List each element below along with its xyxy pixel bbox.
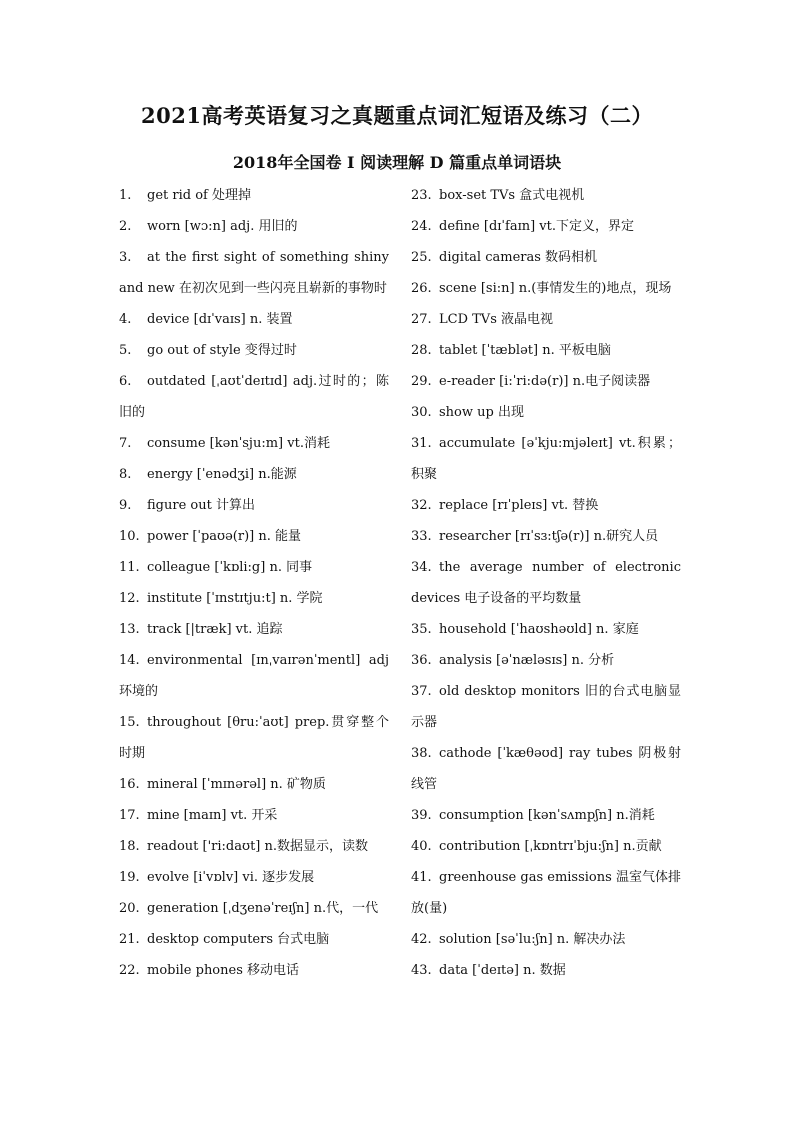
section-subtitle: 2018年全国卷 I 阅读理解 D 篇重点单词语块 xyxy=(232,153,562,172)
vocab-item-text: solution [səˈlu:ʃn] n. 解决办法 xyxy=(439,932,626,947)
vocab-item xyxy=(119,831,389,862)
vocab-item-text: digital cameras 数码相机 xyxy=(439,250,598,265)
vocab-item-number: 38. xyxy=(411,746,432,761)
vocab-item-text: the average number of electronic devices 电子设备的平均数量 xyxy=(411,560,681,606)
vocab-item-text: e-reader [i:ˈri:də(r)] n.电子阅读器 xyxy=(439,374,651,389)
vocab-item xyxy=(411,304,681,335)
vocab-item xyxy=(119,180,389,211)
vocab-item-text: contribution [ˌkɒntrɪˈbju:ʃn] n.贡献 xyxy=(439,839,662,854)
vocab-item-text: evolve [iˈvɒlv] vi. 逐步发展 xyxy=(147,870,315,885)
vocab-item-text: consumption [kənˈsʌmpʃn] n.消耗 xyxy=(439,808,655,823)
vocab-item-text: cathode [ˈkæθəʊd] ray tubes 阴极射线管 xyxy=(411,746,681,792)
vocab-item xyxy=(411,428,681,490)
vocab-item-number: 34. xyxy=(411,560,432,575)
vocab-item-number: 41. xyxy=(411,870,432,885)
vocab-item-text: show up 出现 xyxy=(439,405,524,420)
vocab-item xyxy=(411,862,681,924)
vocab-item xyxy=(119,583,389,614)
vocab-item xyxy=(411,955,681,986)
vocab-item-text: desktop computers 台式电脑 xyxy=(147,932,330,947)
vocab-item xyxy=(119,893,389,924)
vocab-item xyxy=(411,552,681,614)
vocab-column-right xyxy=(411,180,681,986)
vocab-item xyxy=(119,955,389,986)
vocab-item xyxy=(119,645,389,707)
vocab-item xyxy=(411,521,681,552)
vocab-item-number: 42. xyxy=(411,932,432,947)
vocab-item-number: 20. xyxy=(119,901,140,916)
vocab-item-text: accumulate [əˈkju:mjəleɪt] vt.积累；积聚 xyxy=(411,436,681,482)
vocab-item-text: power [ˈpaʊə(r)] n. 能量 xyxy=(147,529,301,544)
vocab-item-text: LCD TVs 液晶电视 xyxy=(439,312,553,327)
vocab-item-number: 22. xyxy=(119,963,140,978)
document-title: 2021高考英语复习之真题重点词汇短语及练习（二） xyxy=(141,103,653,128)
vocab-item-text: worn [wɔ:n] adj. 用旧的 xyxy=(147,219,298,234)
vocab-item xyxy=(411,645,681,676)
vocab-item-text: energy [ˈenədʒi] n.能源 xyxy=(147,467,297,482)
vocab-item-number: 27. xyxy=(411,312,432,327)
vocab-item-number: 25. xyxy=(411,250,432,265)
vocab-item-text: researcher [rɪˈsɜ:tʃə(r)] n.研究人员 xyxy=(439,529,659,544)
vocab-item-number: 24. xyxy=(411,219,432,234)
vocab-item-text: replace [rɪˈpleɪs] vt. 替换 xyxy=(439,498,599,513)
vocab-item xyxy=(119,304,389,335)
vocab-item xyxy=(411,676,681,738)
vocab-item-text: readout ['ri:daʊt] n.数据显示，读数 xyxy=(147,839,369,854)
vocab-item-number: 39. xyxy=(411,808,432,823)
vocab-item-number: 6. xyxy=(119,374,132,389)
vocab-item-text: data [ˈdeɪtə] n. 数据 xyxy=(439,963,566,978)
vocab-item-text: mobile phones 移动电话 xyxy=(147,963,300,978)
vocab-item-number: 29. xyxy=(411,374,432,389)
vocab-item-number: 18. xyxy=(119,839,140,854)
vocab-item-number: 30. xyxy=(411,405,432,420)
vocab-item-number: 11. xyxy=(119,560,140,575)
vocab-item-number: 17. xyxy=(119,808,140,823)
vocab-item-text: scene [si:n] n.(事情发生的)地点，现场 xyxy=(439,281,672,296)
vocab-item xyxy=(411,242,681,273)
vocab-item-number: 16. xyxy=(119,777,140,792)
vocab-item-text: figure out 计算出 xyxy=(147,498,255,513)
vocab-item-number: 21. xyxy=(119,932,140,947)
vocab-item xyxy=(119,490,389,521)
vocab-item xyxy=(411,738,681,800)
vocab-item xyxy=(119,428,389,459)
vocab-item-number: 2. xyxy=(119,219,132,234)
vocab-item-text: throughout [θru:ˈaʊt] prep.贯穿整个时期 xyxy=(119,715,389,761)
vocab-item-number: 33. xyxy=(411,529,432,544)
vocab-item xyxy=(411,335,681,366)
vocab-item-text: define [dɪˈfaɪn] vt.下定义，界定 xyxy=(439,219,635,234)
vocab-item-text: go out of style 变得过时 xyxy=(147,343,297,358)
vocab-item-number: 8. xyxy=(119,467,132,482)
vocab-item xyxy=(119,862,389,893)
vocab-item-number: 9. xyxy=(119,498,132,513)
vocab-item-number: 7. xyxy=(119,436,132,451)
vocab-item-number: 43. xyxy=(411,963,432,978)
vocab-item-number: 5. xyxy=(119,343,132,358)
vocab-item-text: mine [maɪn] vt. 开采 xyxy=(147,808,278,823)
vocab-item xyxy=(119,800,389,831)
vocab-item-number: 14. xyxy=(119,653,140,668)
vocab-item-number: 4. xyxy=(119,312,132,327)
vocab-item-number: 1. xyxy=(119,188,132,203)
vocab-item-number: 19. xyxy=(119,870,140,885)
vocab-item-number: 13. xyxy=(119,622,140,637)
vocab-item xyxy=(119,242,389,304)
vocab-item-number: 10. xyxy=(119,529,140,544)
vocab-item-text: outdated [ˌaʊtˈdeɪtɪd] adj.过时的；陈旧的 xyxy=(119,374,389,420)
vocab-column-left xyxy=(119,180,389,986)
vocab-item-number: 40. xyxy=(411,839,432,854)
vocab-item-text: get rid of 处理掉 xyxy=(147,188,251,203)
vocab-item xyxy=(411,180,681,211)
vocab-item xyxy=(411,397,681,428)
vocab-item-number: 3. xyxy=(119,250,132,265)
vocab-item-text: track [|træk] vt. 追踪 xyxy=(147,622,283,637)
vocab-item-text: colleague [ˈkɒli:g] n. 同事 xyxy=(147,560,313,575)
vocab-item xyxy=(411,800,681,831)
vocab-item xyxy=(411,924,681,955)
vocab-item xyxy=(119,552,389,583)
vocab-item xyxy=(411,273,681,304)
vocab-item xyxy=(119,366,389,428)
vocab-item-text: mineral [ˈmɪnərəl] n. 矿物质 xyxy=(147,777,326,792)
vocab-item-text: old desktop monitors 旧的台式电脑显示器 xyxy=(411,684,681,730)
vocab-item-number: 23. xyxy=(411,188,432,203)
vocab-item xyxy=(119,924,389,955)
vocab-item-number: 37. xyxy=(411,684,432,699)
vocab-item xyxy=(411,614,681,645)
vocab-item-number: 31. xyxy=(411,436,432,451)
vocab-item xyxy=(411,366,681,397)
vocab-item xyxy=(119,211,389,242)
vocab-item-text: tablet [ˈtæblət] n. 平板电脑 xyxy=(439,343,611,358)
vocab-item xyxy=(119,707,389,769)
vocab-item xyxy=(119,769,389,800)
vocab-item-number: 12. xyxy=(119,591,140,606)
vocab-item-text: institute [ˈɪnstɪtju:t] n. 学院 xyxy=(147,591,323,606)
vocab-item-text: consume [kənˈsju:m] vt.消耗 xyxy=(147,436,330,451)
vocab-item xyxy=(411,831,681,862)
vocab-item-number: 36. xyxy=(411,653,432,668)
vocab-item-text: generation [ˌdʒenəˈreɪʃn] n.代，一代 xyxy=(147,901,379,916)
vocab-item xyxy=(411,490,681,521)
vocab-item xyxy=(119,459,389,490)
vocab-item-text: box-set TVs 盒式电视机 xyxy=(439,188,585,203)
vocab-item-number: 15. xyxy=(119,715,140,730)
vocab-item-text: greenhouse gas emissions 温室气体排放(量) xyxy=(411,870,681,916)
vocab-item xyxy=(411,211,681,242)
vocab-item-number: 35. xyxy=(411,622,432,637)
vocab-item xyxy=(119,614,389,645)
vocab-item xyxy=(119,335,389,366)
vocab-item-text: device [dɪˈvaɪs] n. 装置 xyxy=(147,312,293,327)
vocab-item-text: environmental [ɪnˌvaɪrənˈmentl] adj环境的 xyxy=(119,653,389,699)
vocab-item-number: 32. xyxy=(411,498,432,513)
vocab-item-text: at the first sight of something shiny and new 在初次见到一些闪亮且崭新的事物时 xyxy=(119,250,389,296)
vocab-item-number: 26. xyxy=(411,281,432,296)
vocab-item-number: 28. xyxy=(411,343,432,358)
vocab-item-text: household [ˈhaʊshəʊld] n. 家庭 xyxy=(439,622,639,637)
vocab-item-text: analysis [əˈnæləsɪs] n. 分析 xyxy=(439,653,615,668)
vocab-item xyxy=(119,521,389,552)
